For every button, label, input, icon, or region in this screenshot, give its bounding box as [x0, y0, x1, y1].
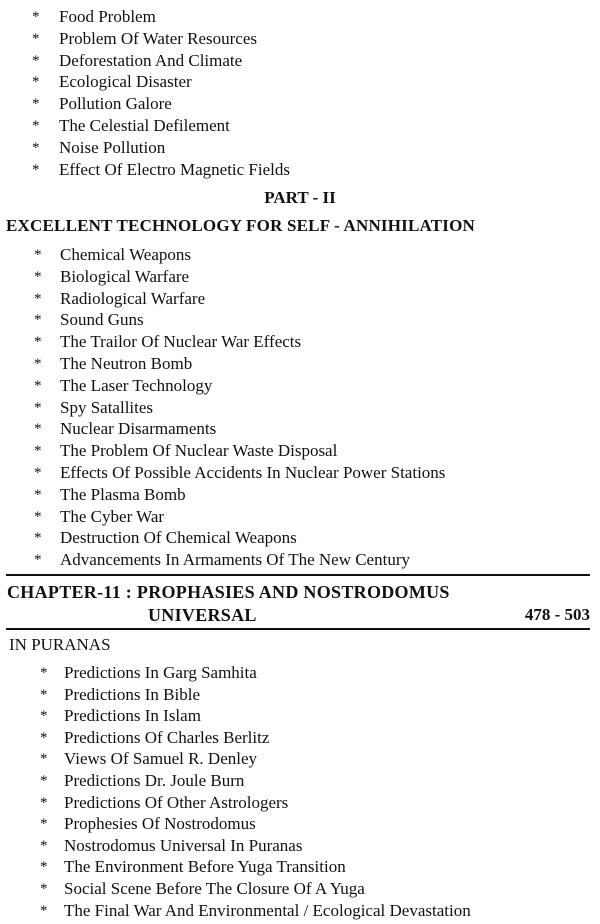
bullet-asterisk: *: [32, 161, 40, 178]
bullet-asterisk: *: [40, 772, 48, 789]
bullet-asterisk: *: [40, 859, 48, 876]
list-item-text: Advancements In Armaments Of The New Century: [60, 550, 410, 570]
bullet-asterisk: *: [34, 421, 42, 438]
bullet-asterisk: *: [34, 464, 42, 481]
list-item-text: Prophesies Of Nostrodomus: [64, 814, 256, 834]
bullet-asterisk: *: [32, 74, 40, 91]
list-item-text: The Laser Technology: [60, 375, 213, 395]
list-item-text: The Plasma Bomb: [60, 484, 186, 504]
list-item-text: Effect Of Electro Magnetic Fields: [59, 159, 290, 179]
bullet-asterisk: *: [32, 52, 40, 69]
bullet-asterisk: *: [32, 117, 40, 134]
bullet-asterisk: *: [34, 377, 42, 394]
list-item-text: Chemical Weapons: [60, 245, 191, 264]
bullet-asterisk: *: [32, 9, 40, 25]
bullet-asterisk: *: [40, 816, 48, 833]
bullet-asterisk: *: [34, 552, 42, 569]
divider-bottom: [6, 628, 590, 630]
list-item-text: The Trailor Of Nuclear War Effects: [60, 332, 302, 352]
bullet-asterisk: *: [40, 880, 48, 897]
subheading-puranas: IN PURANAS: [9, 635, 111, 654]
bullet-asterisk: *: [34, 312, 42, 329]
list-item-text: Social Scene Before The Closure Of A Yuga: [64, 878, 365, 898]
bullet-asterisk: *: [32, 139, 40, 156]
section-heading: EXCELLENT TECHNOLOGY FOR SELF - ANNIHILATION: [6, 216, 475, 235]
list-item-text: Predictions In Islam: [64, 706, 201, 726]
chapter-page-range: 478 - 503: [524, 605, 590, 624]
part-heading: PART - II: [264, 188, 336, 207]
bullet-asterisk: *: [32, 30, 40, 47]
bullet-asterisk: *: [34, 290, 42, 307]
list-item-text: Biological Warfare: [60, 266, 190, 286]
bullet-asterisk: *: [40, 729, 48, 746]
list-item-text: Nostrodomus Universal In Puranas: [64, 835, 303, 855]
list-item-text: Ecological Disaster: [59, 72, 192, 92]
list-item-text: Predictions Of Charles Berlitz: [64, 727, 270, 747]
bullet-asterisk: *: [40, 665, 48, 681]
chapter-title-line1: CHAPTER-11 : PROPHASIES AND NOSTRODOMUS: [7, 582, 450, 602]
bullet-asterisk: *: [34, 508, 42, 525]
divider-top: [6, 574, 590, 576]
list-item-text: Predictions In Garg Samhita: [64, 663, 257, 682]
bullet-asterisk: *: [34, 334, 42, 351]
list-item-text: Problem Of Water Resources: [59, 28, 258, 48]
list-item-text: The Environment Before Yuga Transition: [64, 857, 346, 877]
list-item-text: The Celestial Defilement: [59, 115, 230, 135]
list-item-text: The Problem Of Nuclear Waste Disposal: [60, 441, 338, 461]
list-item-text: Predictions Of Other Astrologers: [64, 792, 289, 812]
bullet-asterisk: *: [34, 530, 42, 547]
list-item-text: Noise Pollution: [59, 137, 166, 157]
list-item-text: The Cyber War: [60, 506, 165, 526]
bullet-asterisk: *: [34, 355, 42, 372]
list-item-text: Predictions In Bible: [64, 684, 200, 704]
list-item-text: Nuclear Disarmaments: [60, 419, 217, 439]
list-item-text: Radiological Warfare: [60, 288, 206, 308]
bullet-asterisk: *: [34, 247, 42, 263]
bullet-asterisk: *: [34, 443, 42, 460]
list-item-text: Sound Guns: [60, 310, 144, 330]
list-item-text: Views Of Samuel R. Denley: [64, 749, 258, 769]
list-item-text: Food Problem: [59, 7, 156, 26]
list-item-text: Destruction Of Chemical Weapons: [60, 528, 297, 548]
bullet-asterisk: *: [40, 708, 48, 725]
bullet-asterisk: *: [40, 794, 48, 811]
list-item-text: Effects Of Possible Accidents In Nuclear Power Stations: [60, 462, 446, 482]
bullet-asterisk: *: [32, 96, 40, 113]
bullet-asterisk: *: [40, 837, 48, 854]
list-item-text: Deforestation And Climate: [59, 50, 243, 70]
bullet-asterisk: *: [34, 486, 42, 503]
bullet-asterisk: *: [40, 751, 48, 768]
bullet-asterisk: *: [40, 686, 48, 703]
list-item-text: Pollution Galore: [59, 94, 172, 114]
bullet-asterisk: *: [34, 268, 42, 285]
list-item-text: Spy Satallites: [60, 397, 154, 417]
bullet-asterisk: *: [40, 902, 48, 919]
list-item-text: Predictions Dr. Joule Burn: [64, 770, 245, 790]
list-item-text: The Neutron Bomb: [60, 353, 193, 373]
chapter-title-line2: UNIVERSAL: [148, 605, 257, 625]
list-item-text: The Final War And Environmental / Ecological Devastation: [64, 900, 471, 920]
bullet-asterisk: *: [34, 399, 42, 416]
